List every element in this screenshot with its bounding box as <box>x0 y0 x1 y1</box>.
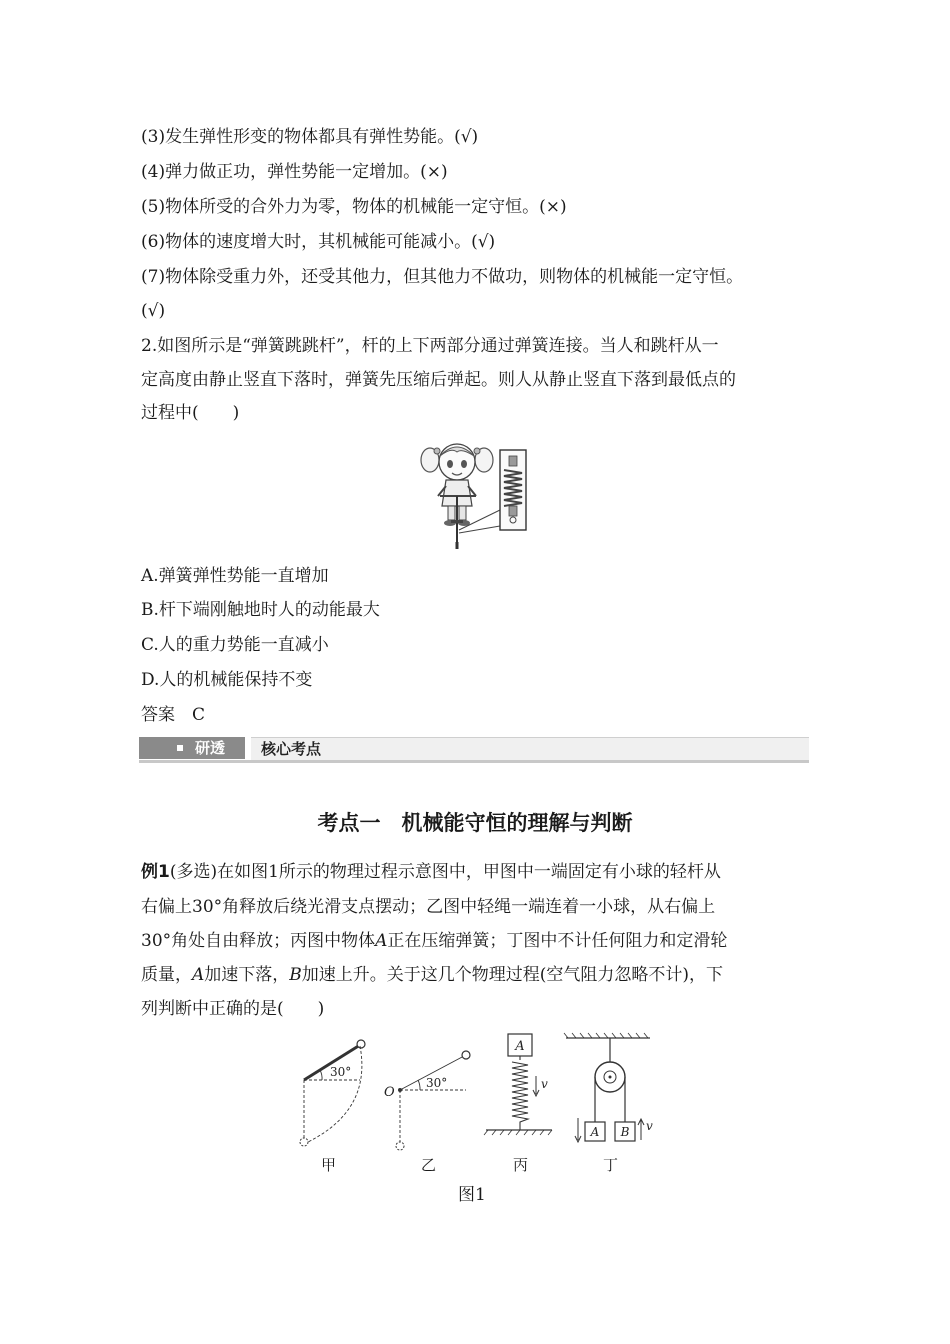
example-1-line-4-c: 加速上升。关于这几个物理过程(空气阻力忽略不计)，下 <box>301 965 724 985</box>
option-c: C.人的重力势能一直减小 <box>141 635 329 655</box>
example-1-line-4 <box>141 963 723 987</box>
judgement-7: (7)物体除受重力外，还受其他力，但其他力不做功，则物体的机械能一定守恒。 <box>141 267 744 287</box>
question-2-line-2: 定高度由静止竖直下落时，弹簧先压缩后弹起。则人从静止竖直下落到最低点的 <box>141 370 736 390</box>
velocity-ding: v <box>646 1119 653 1133</box>
pivot-label: O <box>384 1085 395 1100</box>
banner-tag-block <box>139 737 245 759</box>
sub-caption-jia: 甲 <box>321 1156 337 1174</box>
section-banner <box>139 737 809 763</box>
angle-label-jia: 30° <box>330 1065 352 1079</box>
example-tag: 例1 <box>141 862 170 882</box>
angle-label-yi: 30° <box>426 1076 448 1090</box>
banner-title-block <box>251 737 809 760</box>
block-b-ding: B <box>620 1125 630 1139</box>
figure-1-diagram <box>290 1030 670 1175</box>
banner-rule <box>139 760 809 763</box>
diagram-yi <box>384 1051 470 1150</box>
option-a: A.弹簧弹性势能一直增加 <box>141 566 329 586</box>
example-1-line-1-text: (多选)在如图1所示的物理过程示意图中，甲图中一端固定有小球的轻杆从 <box>169 862 721 882</box>
example-1-line-5: 列判断中正确的是( ) <box>141 999 325 1019</box>
example-1-line-4-a: 质量， <box>141 965 192 985</box>
velocity-bing: v <box>541 1077 548 1091</box>
pogo-stick-figure <box>418 434 533 552</box>
judgement-5: (5)物体所受的合外力为零，物体的机械能一定守恒。(×) <box>141 197 567 217</box>
example-1-line-3-b: 正在压缩弹簧；丁图中不计任何阻力和定滑轮 <box>387 931 728 951</box>
sub-caption-bing: 丙 <box>513 1156 529 1174</box>
answer: 答案 C <box>141 705 206 725</box>
judgement-3: (3)发生弹性形变的物体都具有弹性势能。(√) <box>141 127 479 147</box>
judgement-6: (6)物体的速度增大时，其机械能可能减小。(√) <box>141 232 496 252</box>
diagram-bing <box>484 1034 552 1135</box>
judgement-4: (4)弹力做正功，弹性势能一定增加。(×) <box>141 162 448 182</box>
example-1-line-4-b: 加速下落， <box>204 965 290 985</box>
judgement-7-mark: (√) <box>141 301 166 321</box>
sub-caption-ding: 丁 <box>603 1156 619 1174</box>
var-a: A <box>375 931 388 951</box>
var-a-2: A <box>192 965 205 985</box>
option-d: D.人的机械能保持不变 <box>141 670 313 690</box>
figure-caption: 图1 <box>458 1185 486 1205</box>
diagram-jia <box>300 1040 365 1146</box>
block-a-bing: A <box>515 1039 525 1054</box>
example-1-line-1 <box>141 860 721 884</box>
block-a-ding: A <box>590 1125 600 1139</box>
diagram-ding <box>564 1033 653 1142</box>
var-b: B <box>289 965 302 985</box>
example-1-line-3-a: 30°角处自由释放；丙图中物体 <box>141 931 376 951</box>
sub-caption-yi: 乙 <box>421 1156 437 1174</box>
question-2-line-1: 2.如图所示是“弹簧跳跳杆”，杆的上下两部分通过弹簧连接。当人和跳杆从一 <box>141 336 719 356</box>
question-2-line-3: 过程中( ) <box>141 403 240 423</box>
banner-tag: 研透 <box>195 739 226 757</box>
banner-title: 核心考点 <box>261 740 322 758</box>
option-b: B.杆下端刚触地时人的动能最大 <box>141 600 380 620</box>
square-bullet-icon <box>177 745 183 751</box>
section-title: 考点一 机械能守恒的理解与判断 <box>317 811 633 835</box>
example-1-line-3 <box>141 929 727 953</box>
example-1-line-2: 右偏上30°角释放后绕光滑支点摆动；乙图中轻绳一端连着一小球，从右偏上 <box>141 897 716 917</box>
